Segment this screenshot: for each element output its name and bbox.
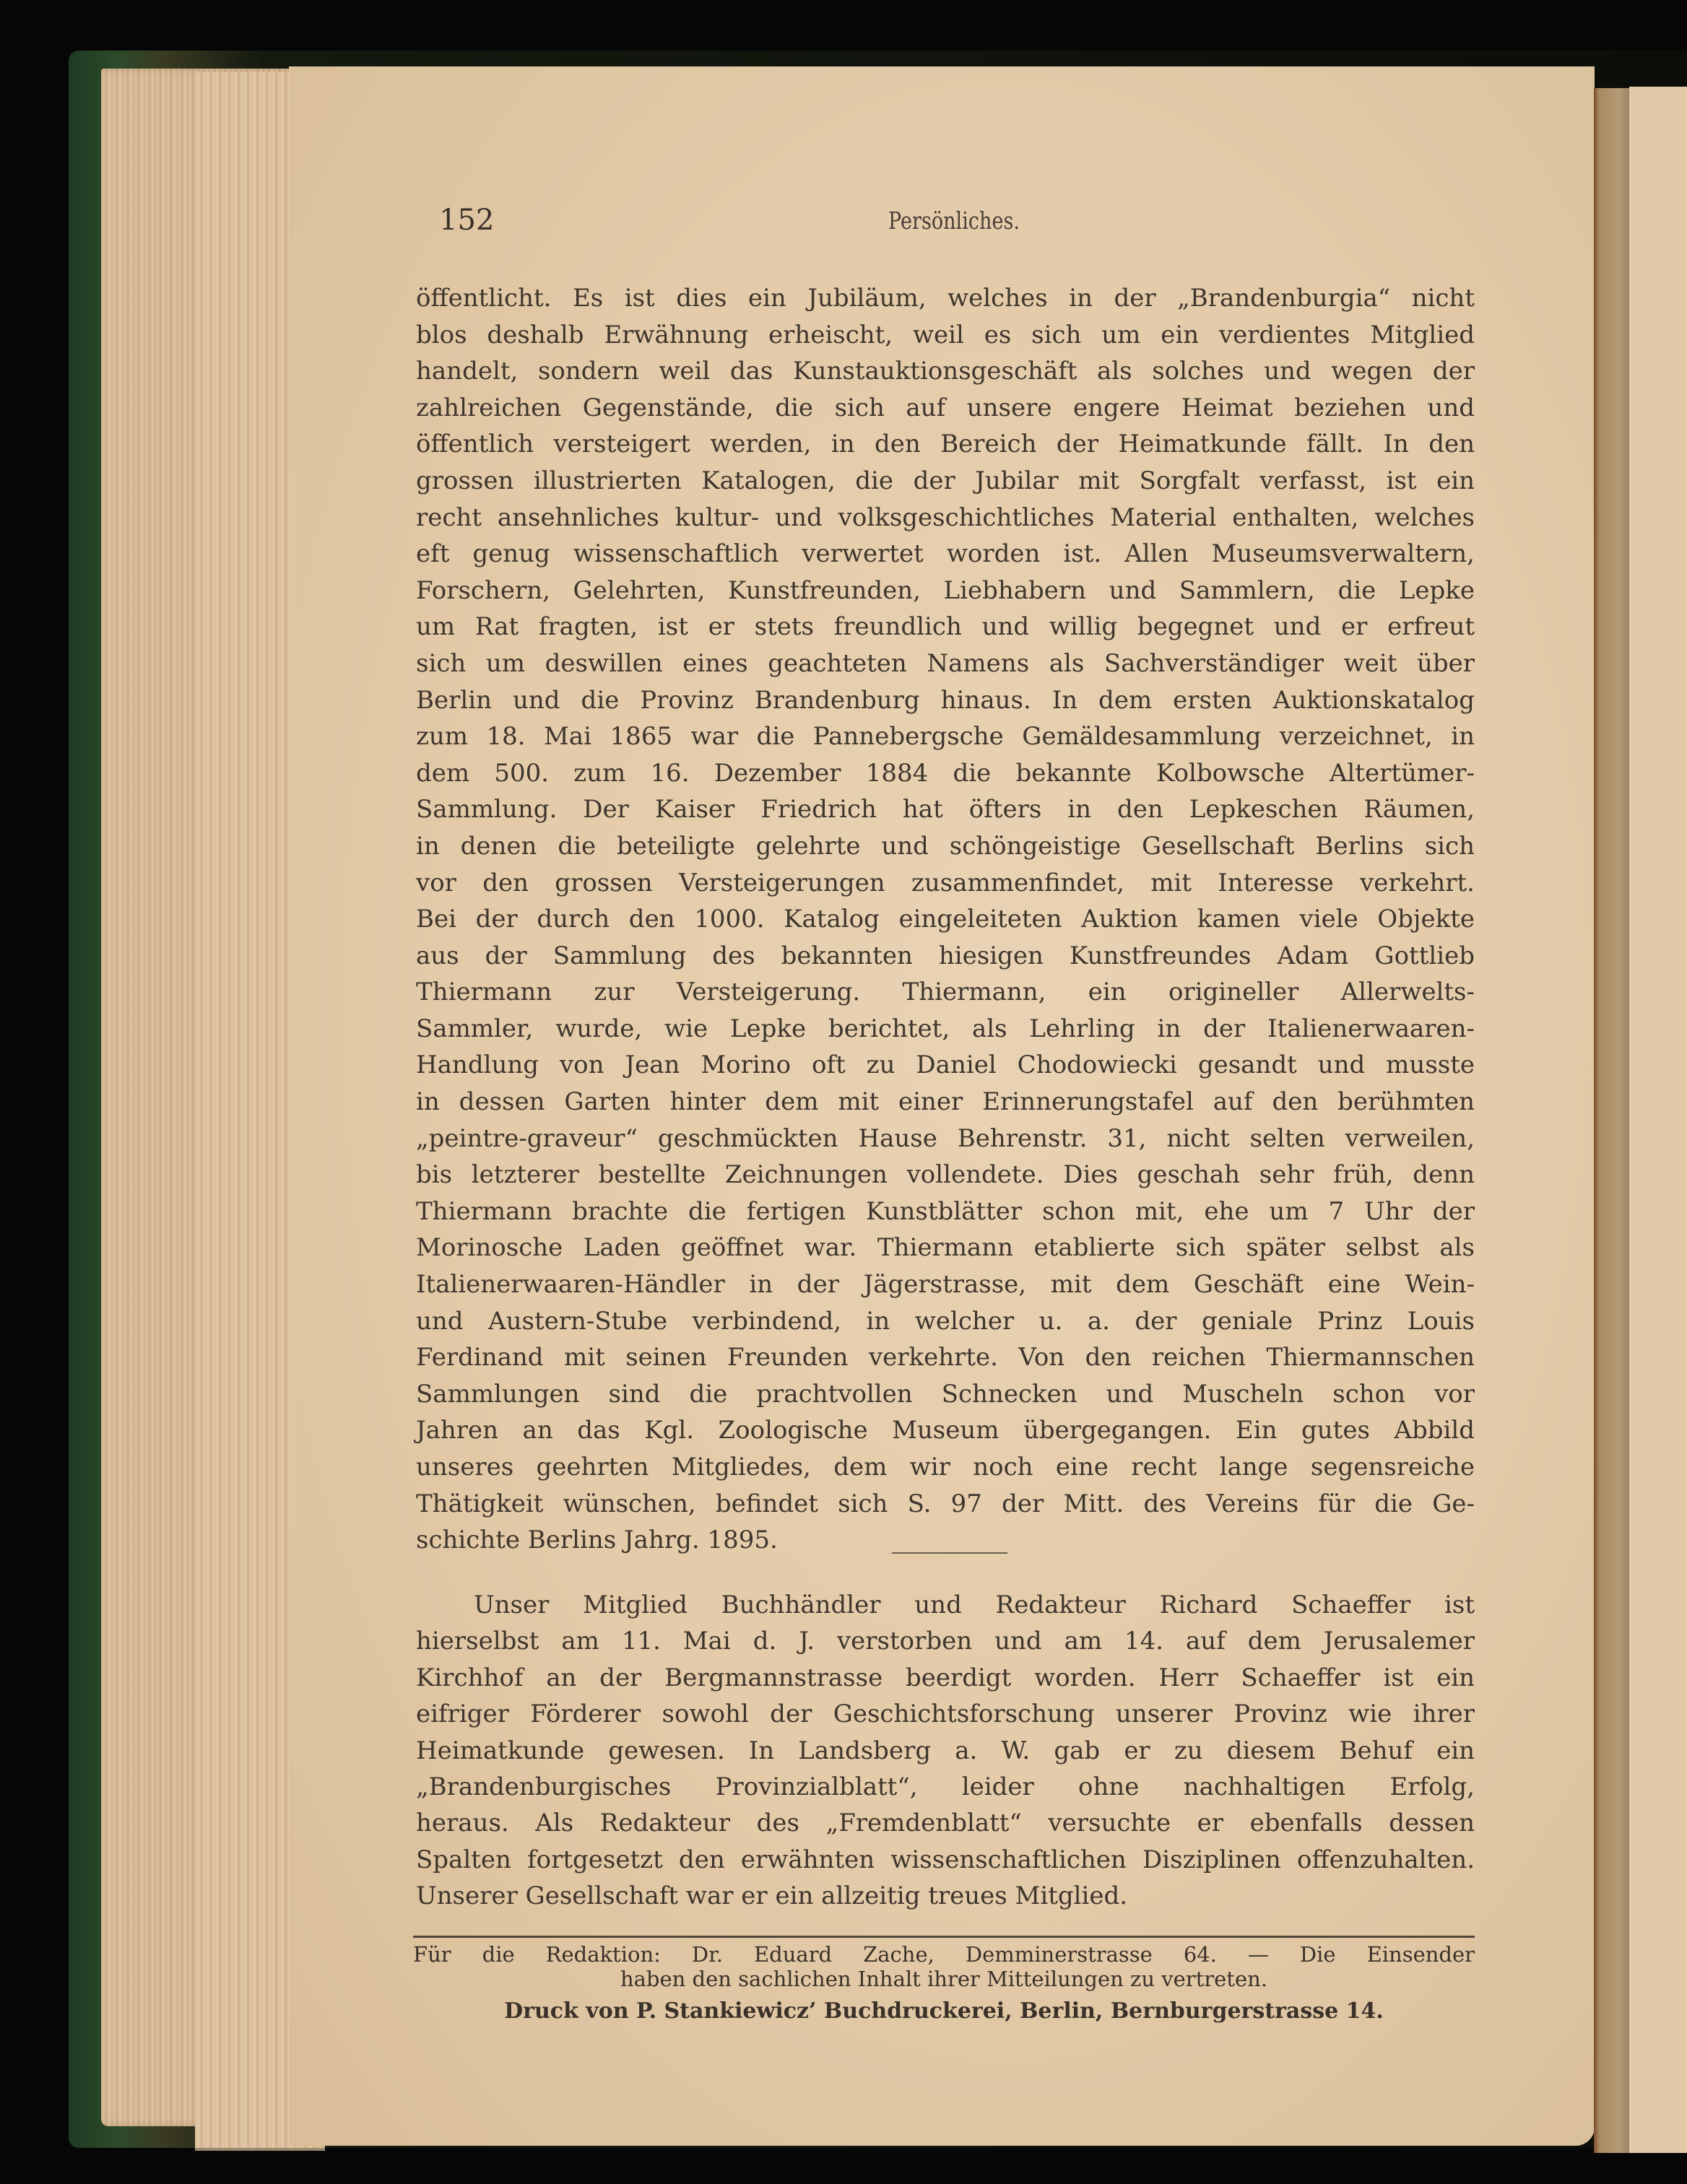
text-line: Sammler, wurde, wie Lepke berichtet, als Lehrling in der Italienerwaaren- <box>416 1014 1475 1043</box>
text-line: Kirchhof an der Bergmannstrasse beerdigt worden. Herr Schaeffer ist ein <box>416 1663 1475 1692</box>
section-separator-rule <box>892 1552 1007 1554</box>
text-line: zahlreichen Gegenstände, die sich auf unsere engere Heimat beziehen und <box>416 393 1475 422</box>
text-line: Berlin und die Provinz Brandenburg hinaus. In dem ersten Auktionskatalog <box>416 685 1475 715</box>
text-line: in denen die beteiligte gelehrte und schöngeistige Gesellschaft Berlins sich <box>416 831 1475 861</box>
text-line: Unserer Gesellschaft war er ein allzeitig treues Mitglied. <box>416 1881 1128 1911</box>
text-line: Jahren an das Kgl. Zoologische Museum übergegangen. Ein gutes Abbild <box>416 1416 1475 1445</box>
text-line: blos deshalb Erwähnung erheischt, weil es sich um ein verdientes Mitglied <box>416 320 1475 349</box>
text-line: Heimatkunde gewesen. In Landsberg a. W. gab er zu diesem Behuf ein <box>416 1736 1475 1765</box>
facing-page-edge <box>1629 87 1687 2153</box>
text-line: öffentlich versteigert werden, in den Bereich der Heimatkunde fällt. In den <box>416 430 1475 459</box>
text-line: eft genug wissenschaftlich verwertet worden ist. Allen Museumsverwaltern, <box>416 539 1475 569</box>
text-line: Morinosche Laden geöffnet war. Thiermann etablierte sich später selbst als <box>416 1233 1475 1263</box>
text-line: Thiermann brachte die fertigen Kunstblätter schon mit, ehe um 7 Uhr der <box>416 1196 1475 1226</box>
text-line: schichte Berlins Jahrg. 1895. <box>416 1526 778 1555</box>
printer-imprint: Druck von P. Stankiewicz’ Buchdruckerei, Berlin, Bernburgerstrasse 14. <box>504 1998 1384 2024</box>
text-line: zum 18. Mai 1865 war die Pannebergsche Gemäldesammlung verzeichnet, in <box>416 722 1475 752</box>
text-line: in dessen Garten hinter dem mit einer Erinnerungstafel auf den berühmten <box>416 1087 1475 1117</box>
text-line: grossen illustrierten Katalogen, die der Jubilar mit Sorgfalt verfasst, ist ein <box>416 466 1475 495</box>
text-line: Italienerwaaren-Händler in der Jägerstrasse, mit dem Geschäft eine Wein- <box>416 1270 1475 1300</box>
text-line: Ferdinand mit seinen Freunden verkehrte. Von den reichen Thiermannschen <box>416 1343 1475 1372</box>
editorial-note-continued: haben den sachlichen Inhalt ihrer Mitteilungen zu vertreten. <box>620 1967 1268 1991</box>
text-line: Thiermann zur Versteigerung. Thiermann, ein origineller Allerwelts- <box>416 978 1475 1007</box>
text-line: um Rat fragten, ist er stets freundlich und willig begegnet und er erfreut <box>416 612 1475 642</box>
running-title: Persönliches. <box>888 206 1020 235</box>
text-line: Bei der durch den 1000. Katalog eingeleiteten Auktion kamen viele Objekte <box>416 905 1475 934</box>
text-line: „Brandenburgisches Provinzialblatt“, leider ohne nachhaltigen Erfolg, <box>416 1772 1475 1801</box>
text-line: unseres geehrten Mitgliedes, dem wir noch eine recht lange segensreiche <box>416 1453 1475 1482</box>
text-line: sich um deswillen eines geachteten Namens als Sachverständiger weit über <box>416 648 1475 678</box>
text-line: eifriger Förderer sowohl der Geschichtsforschung unserer Provinz wie ihrer <box>416 1700 1475 1729</box>
footer <box>413 1942 1475 2026</box>
page-number: 152 <box>439 204 495 237</box>
text-line: bis letzterer bestellte Zeichnungen vollendete. Dies geschah sehr früh, denn <box>416 1160 1475 1190</box>
text-line: Unser Mitglied Buchhändler und Redakteur Richard Schaeffer ist <box>474 1591 1475 1619</box>
text-line: Spalten fortgesetzt den erwähnten wissenschaftlichen Disziplinen offenzuhalten. <box>416 1845 1475 1874</box>
book-gutter <box>1594 88 1630 2153</box>
text-line: vor den grossen Versteigerungen zusammenfindet, mit Interesse verkehrt. <box>416 868 1475 897</box>
text-line: dem 500. zum 16. Dezember 1884 die bekannte Kolbowsche Altertümer- <box>416 758 1475 788</box>
text-line: heraus. Als Redakteur des „Fremdenblatt“ versuchte er ebenfalls dessen <box>416 1809 1475 1838</box>
paragraph-2 <box>416 1587 1475 1915</box>
editorial-note: Für die Redaktion: Dr. Eduard Zache, Demminerstrasse 64. — Die Einsender <box>413 1942 1475 1967</box>
text-line: recht ansehnliches kultur- und volksgeschichtliches Material enthalten, welches <box>416 503 1475 532</box>
text-line: „peintre-graveur“ geschmückten Hause Behrenstr. 31, nicht selten verweilen, <box>416 1123 1475 1153</box>
footer-rule <box>413 1936 1475 1938</box>
text-line: öffentlicht. Es ist dies ein Jubiläum, welches in der „Brandenburgia“ nicht <box>416 284 1475 313</box>
text-line: Handlung von Jean Morino oft zu Daniel Chodowiecki gesandt und musste <box>416 1050 1475 1080</box>
text-line: Sammlungen sind die prachtvollen Schnecken und Muscheln schon vor <box>416 1379 1475 1409</box>
text-line: hierselbst am 11. Mai d. J. verstorben und am 14. auf dem Jerusalemer <box>416 1627 1475 1656</box>
text-line: aus der Sammlung des bekannten hiesigen Kunstfreundes Adam Gottlieb <box>416 941 1475 970</box>
text-line: und Austern-Stube verbindend, in welcher u. a. der geniale Prinz Louis <box>416 1306 1475 1336</box>
text-line: Sammlung. Der Kaiser Friedrich hat öfters in den Lepkeschen Räumen, <box>416 795 1475 825</box>
text-line: Forschern, Gelehrten, Kunstfreunden, Liebhabern und Sammlern, die Lepke <box>416 575 1475 605</box>
text-line: handelt, sondern weil das Kunstauktionsgeschäft als solches und wegen der <box>416 357 1475 386</box>
paragraph-1 <box>416 280 1475 1559</box>
text-line: Thätigkeit wünschen, befindet sich S. 97 der Mitt. des Vereins für die Ge- <box>416 1489 1475 1518</box>
